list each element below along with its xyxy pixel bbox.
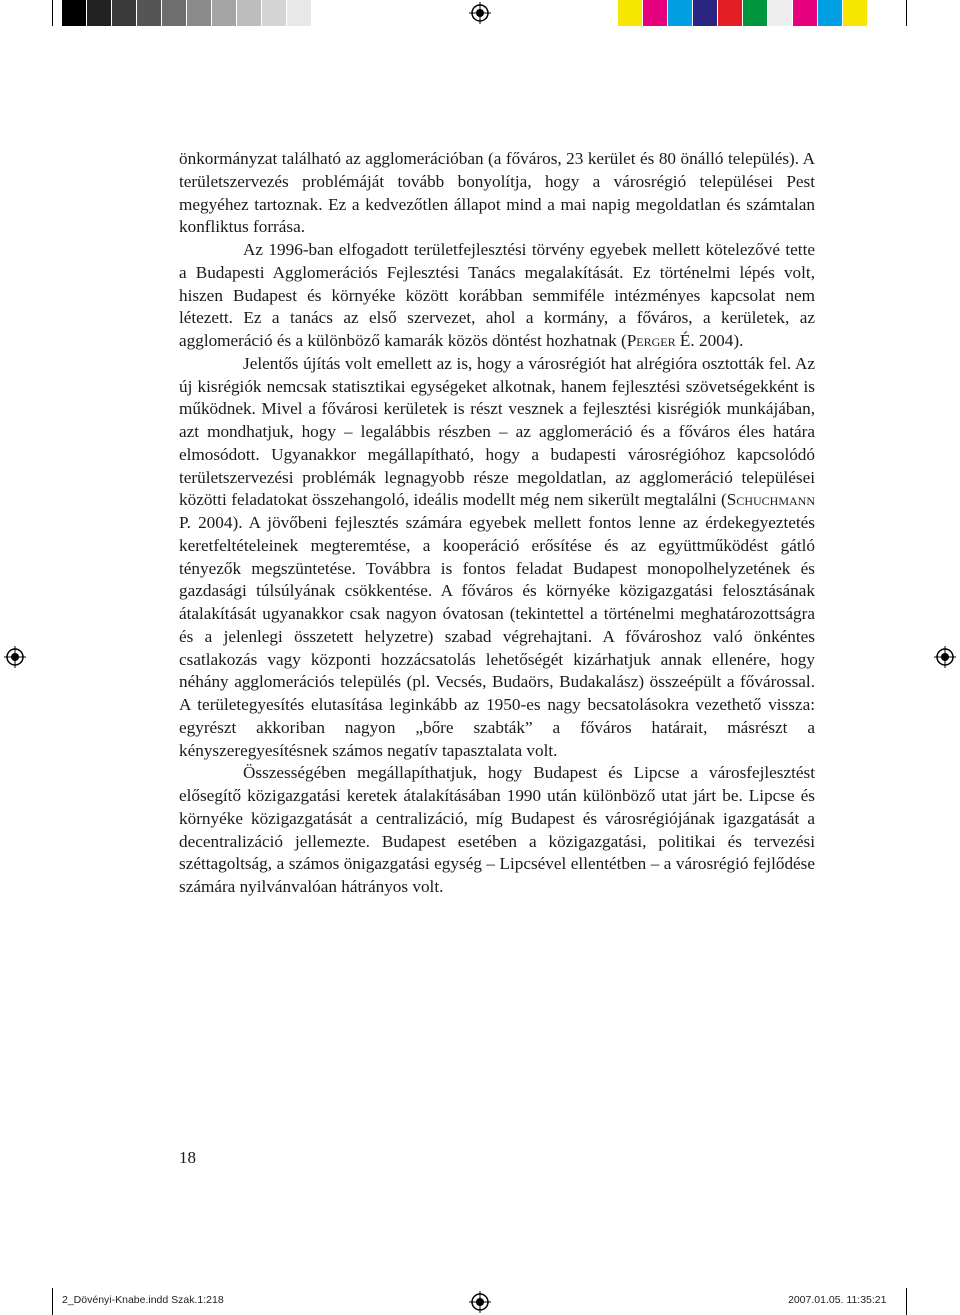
color-swatch <box>618 0 643 26</box>
color-swatch <box>237 0 262 26</box>
color-swatch <box>62 0 87 26</box>
color-swatch <box>793 0 818 26</box>
slug-filename: 2_Dövényi-Knabe.indd Szak.1:218 <box>62 1294 224 1306</box>
registration-mark-icon <box>469 1291 491 1313</box>
citation-author: Perger <box>626 331 676 350</box>
color-swatch <box>843 0 868 26</box>
color-swatch <box>212 0 237 26</box>
paragraph-text: Jelentős újítás volt emellett az is, hogy a városrégiót hat alrégióra osztották fel. Az új kisrégiók nemcsak statisztikai egységeket alkotnak, hanem fejlesztési szövetségekként is működnek. Mivel a fővárosi kerületek is részt vesznek a fejlesztési kisrégiók munkájában, azt mondhatjuk, hogy – legalábbis részben – az agglomeráció és a főváros éles határa elmosódott. Ugyanakkor megállapítható, hogy a budapesti városrégióhoz kapcsolódó területszervezési problémák legnagyobb része megoldatlan, az agglomeráció települései közötti feladatokat összehangoló, ideális modellt még nem sikerült megtalálni ( <box>179 353 815 510</box>
registration-mark-icon <box>934 646 956 668</box>
color-swatch <box>287 0 312 26</box>
paragraph: önkormányzat található az agglomerációban (a főváros, 23 kerület és 80 önálló település). A területszervezés problémáját tovább bonyolítja, hogy a városrégió települései Pest megyéhez tartoznak. Ez a kedvezőtlen állapot mind a mai napig megoldatlan és számtalan konfliktus forrása. <box>179 149 815 237</box>
color-swatch <box>668 0 693 26</box>
slug-datetime: 2007.01.05. 11:35:21 <box>788 1294 887 1306</box>
registration-mark-icon <box>469 2 491 24</box>
paragraph-text: P. 2004). A jövőbeni fejlesztés számára egyebek mellett fontos lenne az érdekegyeztetés keretfeltételeinek megteremtése, a kooperáció erősítése és az együttműködést gátló tényezők megszüntetése. Továbbra is fontos feladat Budapest monopolhelyzetének és gazdasági túlsúlyának csökkentése. A főváros és környéke közigazgatási felosztásának átalakítását ugyanakkor csak nagyon óvatosan (tekintettel a történelmi meghatározottságra és a jelenlegi összetett helyzetre) szabad végrehajtani. A fővároshoz való önkéntes csatlakozás vagy központi hozzácsatolás lehetőségét kizárhatjuk annak ellenére, hogy néhány agglomerációs település (pl. Vecsés, Budaörs, Budakalász) összeépült a fővárossal. A területegyesítés elutasítása leginkább az 1950-es nagy becsatolásokra vezethető vissza: egyrészt akkoriban nagyon „bőre szabták” a főváros határait, másrészt a kényszeregyesítésnek számos negatív tapasztalata volt. <box>179 513 815 760</box>
grayscale-color-bar <box>62 0 312 26</box>
color-swatch <box>137 0 162 26</box>
color-swatch <box>262 0 287 26</box>
color-swatch <box>112 0 137 26</box>
crop-mark <box>906 0 907 26</box>
crop-mark <box>52 0 53 26</box>
page-number: 18 <box>179 1148 196 1167</box>
paragraph <box>179 353 815 763</box>
color-swatch <box>818 0 843 26</box>
color-swatch <box>87 0 112 26</box>
citation-author: Schuchmann <box>726 490 815 510</box>
crop-mark <box>52 1288 53 1315</box>
color-swatch <box>162 0 187 26</box>
paragraph: Összességében megállapíthatjuk, hogy Budapest és Lipcse a városfejlesztést elősegítő közigazgatási keretek átalakításában 1990 után különböző utat járt be. Lipcse és környéke közigazgatását a centralizáció, míg Budapest és városrégiójának igazgatását a decentralizáció jellemezte. Budapest esetében a közigazgatási, politikai és tervezési széttagoltság, a számos önigazgatási egység – Lipcsével ellentétben – a városrégió fejlődése számára nyilvánvalóan hátrányos volt. <box>179 763 815 896</box>
paragraph-text: É. 2004). <box>675 331 744 350</box>
color-swatch <box>768 0 793 26</box>
color-swatch <box>693 0 718 26</box>
cmyk-color-bar <box>618 0 868 26</box>
registration-mark-icon <box>4 646 26 668</box>
color-swatch <box>643 0 668 26</box>
body-text <box>179 148 815 899</box>
paragraph-text: Az 1996-ban elfogadott területfejlesztési törvény egyebek mellett kötelezővé tette a Budapesti Agglomerációs Fejlesztési Tanács megalakítását. Ez történelmi lépés volt, hiszen Budapest és környéke között korábban semmiféle intézményes kapcsolat nem létezett. Ez a tanács az első szervezet, ahol a kormány, a főváros, a kerületek, az agglomeráció és a különböző kamarák közös döntést hozhatnak ( <box>179 240 815 350</box>
paragraph <box>179 239 815 353</box>
color-swatch <box>718 0 743 26</box>
color-swatch <box>187 0 212 26</box>
color-swatch <box>743 0 768 26</box>
crop-mark <box>906 1288 907 1315</box>
